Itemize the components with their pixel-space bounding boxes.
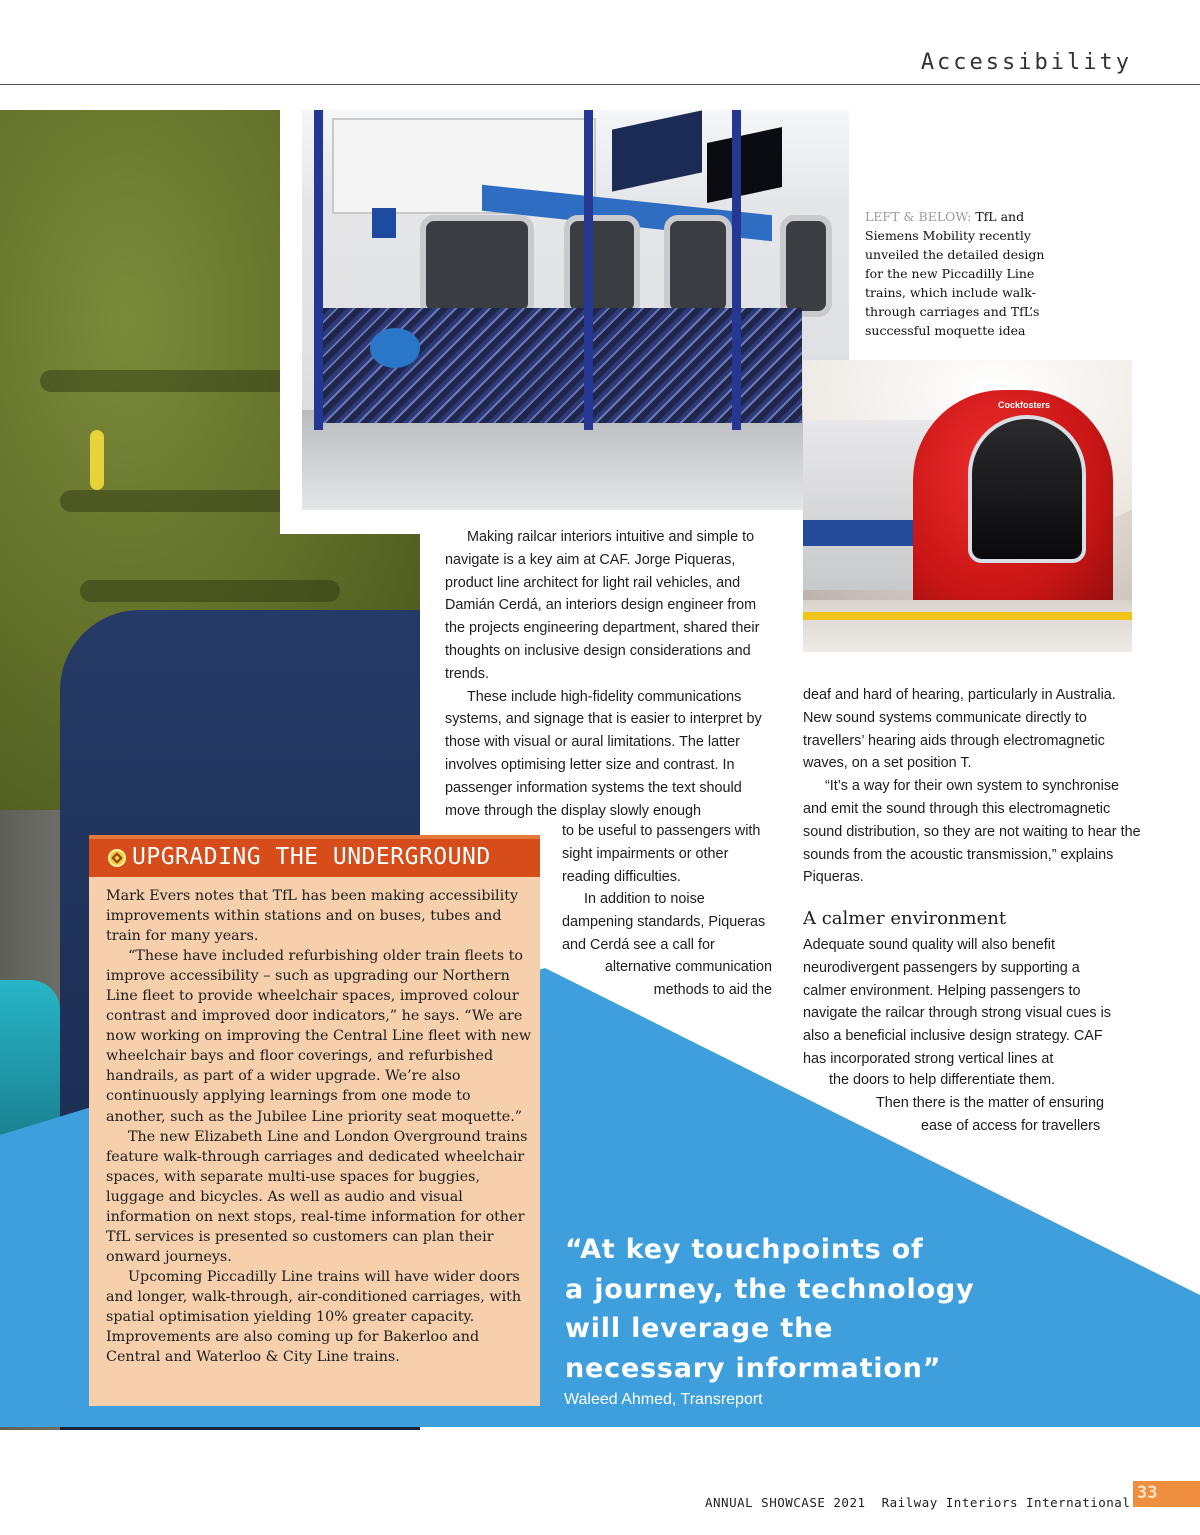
article-column-1-narrow <box>562 820 777 957</box>
page-number: 33 <box>1137 1483 1158 1503</box>
article-column-1 <box>445 526 775 822</box>
carriage-window <box>420 215 534 317</box>
article-paragraph: ease of access for travellers <box>921 1118 1101 1134</box>
article-column-2 <box>803 684 1143 889</box>
grab-pole <box>732 110 741 430</box>
train-exterior-photo <box>803 360 1132 652</box>
footer-publication: ANNUAL SHOWCASE 2021 Railway Interiors International <box>705 1495 1131 1510</box>
article-column-2b-line <box>921 1115 1141 1138</box>
pull-quote-line: necessary information” <box>565 1352 942 1384</box>
carriage-window <box>564 215 640 317</box>
photo-caption <box>865 207 1065 340</box>
train-interior-photo <box>302 110 849 510</box>
subheading: A calmer environment <box>803 908 1007 929</box>
sidebar-title: UPGRADING THE UNDERGROUND <box>132 844 491 870</box>
pull-quote-line: will leverage the <box>565 1313 834 1344</box>
pull-quote-attribution: Waleed Ahmed, Transreport <box>564 1391 763 1408</box>
sidebar-paragraph: “These have included refurbishing older train fleets to improve accessibility – such as upgrading our Northern Line fleet to provide wheelchair spaces, improved colour contrast and improved door indicators,” he says. “We are now working on improving the Central Line fleet with new wheelchair bays and floor coverings, and refurbished handrails, as part of a wider upgrade. We’re also continuously applying learnings from one mode to another, such as the Jubilee Line priority seat moquette.” <box>106 948 532 1125</box>
sidebar-paragraph: Upcoming Piccadilly Line trains will have wider doors and longer, walk-through, air-conditioned carriages, with spatial optimisation yielding 10% greater capacity. Improvements are also coming up for Bakerloo and Central and Waterloo & City Line trains. <box>106 1268 522 1366</box>
article-paragraph: Making railcar interiors intuitive and simple to navigate is a key aim at CAF. Jorge Piqueras, product line architect for light rail vehicles, and Damián Cerdá, an interiors design engineer from the projects engineering department, shared their thoughts on inclusive design considerations and trends. <box>445 529 760 682</box>
destination-display: Cockfosters <box>998 400 1051 410</box>
pull-quote-line: “At key touchpoints of <box>565 1234 924 1265</box>
carriage-window <box>664 215 732 317</box>
sidebar-paragraph: The new Elizabeth Line and London Overground trains feature walk-through carriages and dedicated wheelchair spaces, with separate multi-use spaces for buggies, luggage and bicycles. As well as audio and visual information on next stops, real-time information for other TfL services is presented so customers can plan their onward journeys. <box>106 1128 528 1265</box>
section-label: Accessibility <box>920 50 1132 75</box>
article-column-2b-line <box>876 1092 1136 1115</box>
caption-lead: LEFT & BELOW: <box>865 209 972 224</box>
article-column-1-tail <box>597 956 772 1002</box>
platform-edge-line <box>803 612 1132 620</box>
carriage-window <box>780 215 832 317</box>
article-paragraph: “It’s a way for their own system to synchronise and emit the sound through this electromagnetic sound distribution, so they are not waiting to hear the sounds from the acoustic transmission,” explains Piqueras. <box>803 778 1141 886</box>
article-paragraph: alternative communication methods to aid the <box>604 959 772 998</box>
cab-window <box>968 415 1086 563</box>
grab-pole <box>584 110 593 430</box>
article-paragraph: deaf and hard of hearing, particularly in Australia. New sound systems communicate directly to travellers’ hearing aids through electromagnetic waves, on a set position T. <box>803 687 1116 772</box>
wheelchair-sign-icon <box>372 208 396 238</box>
carriage-floor <box>302 410 849 510</box>
sidebar-body <box>106 886 534 1367</box>
article-column-2b <box>803 934 1123 1071</box>
article-paragraph: to be useful to passengers with sight impairments or other reading difficulties. <box>562 823 761 885</box>
article-paragraph: In addition to noise dampening standards, Piqueras and Cerdá see a call for <box>562 891 766 953</box>
article-paragraph: the doors to help differentiate them. <box>829 1072 1056 1088</box>
grab-pole <box>314 110 323 430</box>
pull-quote-line: a journey, the technology <box>565 1273 975 1305</box>
article-paragraph: These include high-fidelity communications systems, and signage that is easier to interpret by those with visual or aural limitations. The latter involves optimising letter size and contrast. In passenger information systems the text should move through the display slowly enough <box>445 688 762 819</box>
caption-text: TfL and Siemens Mobility recently unveiled the detailed design for the new Piccadilly Line trains, which include walk-through carriages and TfL’s successful moquette idea <box>865 209 1045 338</box>
priority-seat-badge <box>370 328 420 368</box>
pull-quote <box>565 1230 1025 1388</box>
sidebar-paragraph: Mark Evers notes that TfL has been making accessibility improvements within stations and on buses, tubes and train for many years. <box>106 888 519 945</box>
article-paragraph: Then there is the matter of ensuring <box>876 1095 1104 1111</box>
platform <box>803 600 1132 652</box>
article-paragraph: Adequate sound quality will also benefit neurodivergent passengers by supporting a calmer environment. Helping passengers to navigate the railcar through strong visual cues is also a beneficial inclusive design strategy. CAF has incorporated strong vertical lines at <box>803 937 1111 1067</box>
article-column-2b-line <box>829 1069 1129 1092</box>
